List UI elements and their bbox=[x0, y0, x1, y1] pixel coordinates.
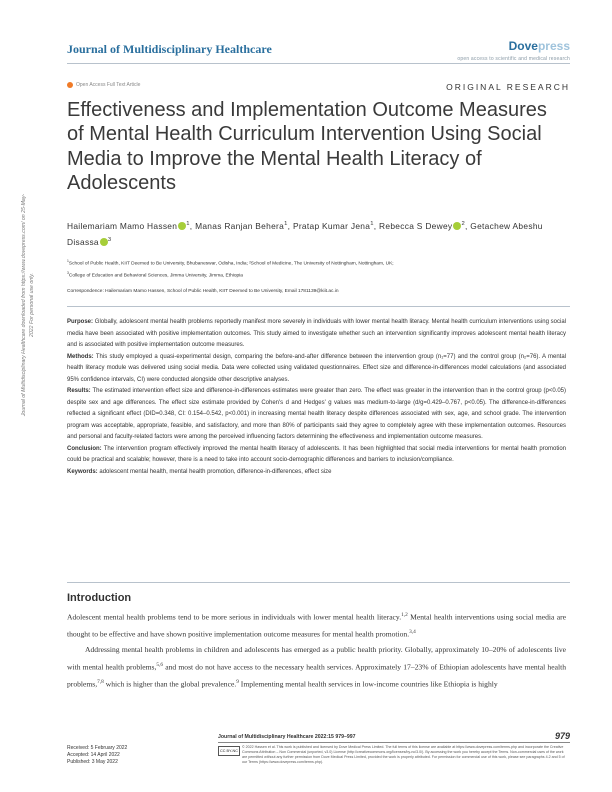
paragraph bbox=[67, 608, 566, 642]
publisher-logo bbox=[509, 39, 570, 53]
open-access-label: Open Access Full Text Article bbox=[76, 82, 141, 88]
publisher-logo-press: press bbox=[537, 39, 570, 53]
abstract-results-label: Results: bbox=[67, 388, 91, 394]
abstract-keywords: adolescent mental health, mental health promotion, difference-in-differences, effect size bbox=[99, 468, 332, 475]
orcid-icon[interactable] bbox=[100, 238, 108, 246]
publisher-tagline: open access to scientific and medical research bbox=[457, 56, 570, 62]
citation-ref[interactable]: 7,8 bbox=[97, 678, 104, 685]
text-run: and most do not have access to the necessary health services. Approximately 17–23% of Ethiopian adolescents have mental health problems, bbox=[67, 662, 566, 689]
abstract-methods: This study employed a quasi-experimental design, comparing the before-and-after difference between the intervention group (n₁=77) and the control group (n₂=76). A mental health literacy module was delivered using social media. Data were collected using validated questionnaires. Effect size and difference-in-differences model calculations (and associated 95% confidence intervals, CI) were conducted alongside other descriptive analyses. bbox=[67, 353, 567, 383]
abstract-end-divider bbox=[67, 582, 570, 583]
citation-ref[interactable]: 5,6 bbox=[156, 661, 164, 668]
page-number: 979 bbox=[554, 731, 570, 741]
citation-ref[interactable]: 1,2 bbox=[401, 612, 408, 618]
abstract-results: The estimated intervention effect size and difference-in-differences estimates were greater than zero. The effect was greater in the intervention than in the control group (p<0.05) despite sex and age differences. The effect size estimate provided by Cohen's d and Hedges' g values was medium-to-large (d/g=0.429–0.767, p<0.05). The difference-in-differences reflected a significant effect (DID=0.348, CI: 0.154–0.542, p<0.001) in increasing mental health literacy despite differences associated with sex, age, and school grade. The intervention program was acceptable, appropriate, feasible, and satisfactory, and more than 80% of participants said they agree to completely agree with these implementation outcomes. Resources and personal and faculty-related factors were among the perceived influencing factors determining the effectiveness and implementation outcome measures. bbox=[67, 388, 566, 440]
publisher-logo-dove: Dove bbox=[508, 39, 538, 53]
author-name[interactable]: Getachew Abeshu Disassa bbox=[67, 220, 543, 247]
citation-ref[interactable]: 3,4 bbox=[409, 629, 416, 636]
abstract bbox=[67, 317, 566, 478]
download-note: Journal of Multidisciplinary Healthcare downloaded from https://www.dovepress.com/ on 25-May-2022 For personal use only. bbox=[21, 193, 35, 417]
affiliation-line: College of Education and Behavioral Sciences, Jimma University, Jimma, Ethiopia bbox=[68, 273, 243, 279]
text-run: Mental health interventions using social media are thought to be effective and have shown positive implementation outcome measures for mental health promotion. bbox=[67, 612, 567, 639]
publication-dates bbox=[67, 745, 127, 766]
abstract-conclusion: The intervention program effectively improved the mental health literacy of adolescents. It has been highlighted that social media interventions for mental health promotion could be practical and scalable; however, there is a need to take into account socio-demographic differences and barriers to inclusion/compliance. bbox=[67, 445, 566, 463]
citation-line: Journal of Multidisciplinary Healthcare 2022:15 979–997 bbox=[218, 734, 356, 740]
author-name[interactable]: Manas Ranjan Behera bbox=[195, 220, 285, 231]
author-name[interactable]: Rebecca S Dewey bbox=[379, 220, 453, 231]
open-access-badge bbox=[67, 82, 140, 88]
text-run: which is higher than the global prevalence. bbox=[103, 679, 237, 689]
header-divider bbox=[67, 63, 570, 64]
author-affiliation-ref: 3 bbox=[107, 236, 112, 243]
affiliation-marker: 3 bbox=[67, 270, 69, 275]
author-affiliation-ref: 1 bbox=[284, 221, 288, 227]
received-date: Received: 5 February 2022 bbox=[67, 745, 128, 751]
license-text: © 2022 Hassen et al. This work is published and licensed by Dove Medical Press Limited. The full terms of this license are available at https://www.dovepress.com/terms.php and incorporate the Creative Commons Attribution – Non Commercial (unported, v3.0) License (http://creativecommons.org/licenses/by-nc/3.0/). By accessing the work you hereby accept the Terms. Non-commercial uses of the work are permitted without any further permission from Dove Medical Press Limited, provided the work is properly attributed. For permission for commercial use of this work, please see paragraphs 4.2 and 5 of our Terms (https://www.dovepress.com/terms.php). bbox=[242, 745, 565, 764]
abstract-conclusion-label: Conclusion: bbox=[67, 445, 102, 452]
author-name[interactable]: Pratap Kumar Jena bbox=[292, 220, 371, 231]
author-affiliation-ref: 1 bbox=[370, 221, 374, 227]
footer-divider bbox=[218, 742, 570, 743]
author-list: Hailemariam Mamo Hassen $^1$, Manas Ranjan Behera$^1$, Pratap Kumar Jena$^1$, Rebecca S Dewey $^2$, Getachew Abeshu Disassa $^3$ bbox=[67, 220, 543, 247]
author-affiliation-ref: 1 bbox=[186, 221, 190, 227]
abstract-methods-label: Methods: bbox=[67, 353, 94, 360]
open-access-icon bbox=[67, 82, 73, 88]
correspondence: Correspondence: Hailemariam Mamo Hassen, School of Public Health, KIIT Deemed to Be University, Email 1781139@kiit.ac.in bbox=[67, 289, 339, 294]
abstract-divider bbox=[67, 306, 570, 307]
abstract-purpose: Globally, adolescent mental health problems reportedly manifest more severely in individuals with lower mental health literacy. Mental health curriculum interventions using social media have been associated with positive implementation outcomes. This study aimed to investigate whether such an intervention significantly improves adolescent mental health literacy and is associated with positive implementation outcome measures. bbox=[67, 319, 566, 348]
text-run: Implementing mental health services in low-income countries like Ethiopia is highly bbox=[238, 679, 498, 689]
journal-name: Journal of Multidisciplinary Healthcare bbox=[67, 42, 272, 56]
cc-license-icon[interactable]: CC BY-NC bbox=[218, 746, 240, 756]
citation-ref[interactable]: 9 bbox=[236, 678, 239, 685]
article-type: ORIGINAL RESEARCH bbox=[446, 82, 570, 92]
paragraph bbox=[67, 642, 566, 692]
published-date: Published: 3 May 2022 bbox=[67, 759, 118, 765]
abstract-keywords-label: Keywords: bbox=[67, 468, 98, 475]
affiliations bbox=[67, 257, 570, 280]
affiliation-line: School of Public Health, KIIT Deemed to Be University, Bhubaneswar, Odisha, India; ²School of Medicine, The University of Nottingham, Nottingham, UK; bbox=[68, 261, 394, 267]
affiliation-marker: 1 bbox=[67, 259, 69, 263]
abstract-purpose-label: Purpose: bbox=[67, 319, 94, 325]
text-run: Adolescent mental health problems tend to be more serious in individuals with lower mental health literacy. bbox=[67, 612, 402, 622]
introduction-body bbox=[67, 608, 566, 692]
accepted-date: Accepted: 14 April 2022 bbox=[67, 752, 120, 758]
author-name[interactable]: Hailemariam Mamo Hassen bbox=[67, 220, 178, 231]
author-affiliation-ref: 2 bbox=[461, 221, 465, 227]
text-run: Addressing mental health problems in children and adolescents has emerged as a public health priority. Globally, approximately 10–20% of adolescents live with mental health problems, bbox=[67, 645, 566, 672]
article-title: Effectiveness and Implementation Outcome Measures of Mental Health Curriculum Intervention Using Social Media to Improve the Mental Health Literacy of Adolescents bbox=[67, 99, 547, 195]
section-heading-introduction: Introduction bbox=[67, 592, 132, 604]
